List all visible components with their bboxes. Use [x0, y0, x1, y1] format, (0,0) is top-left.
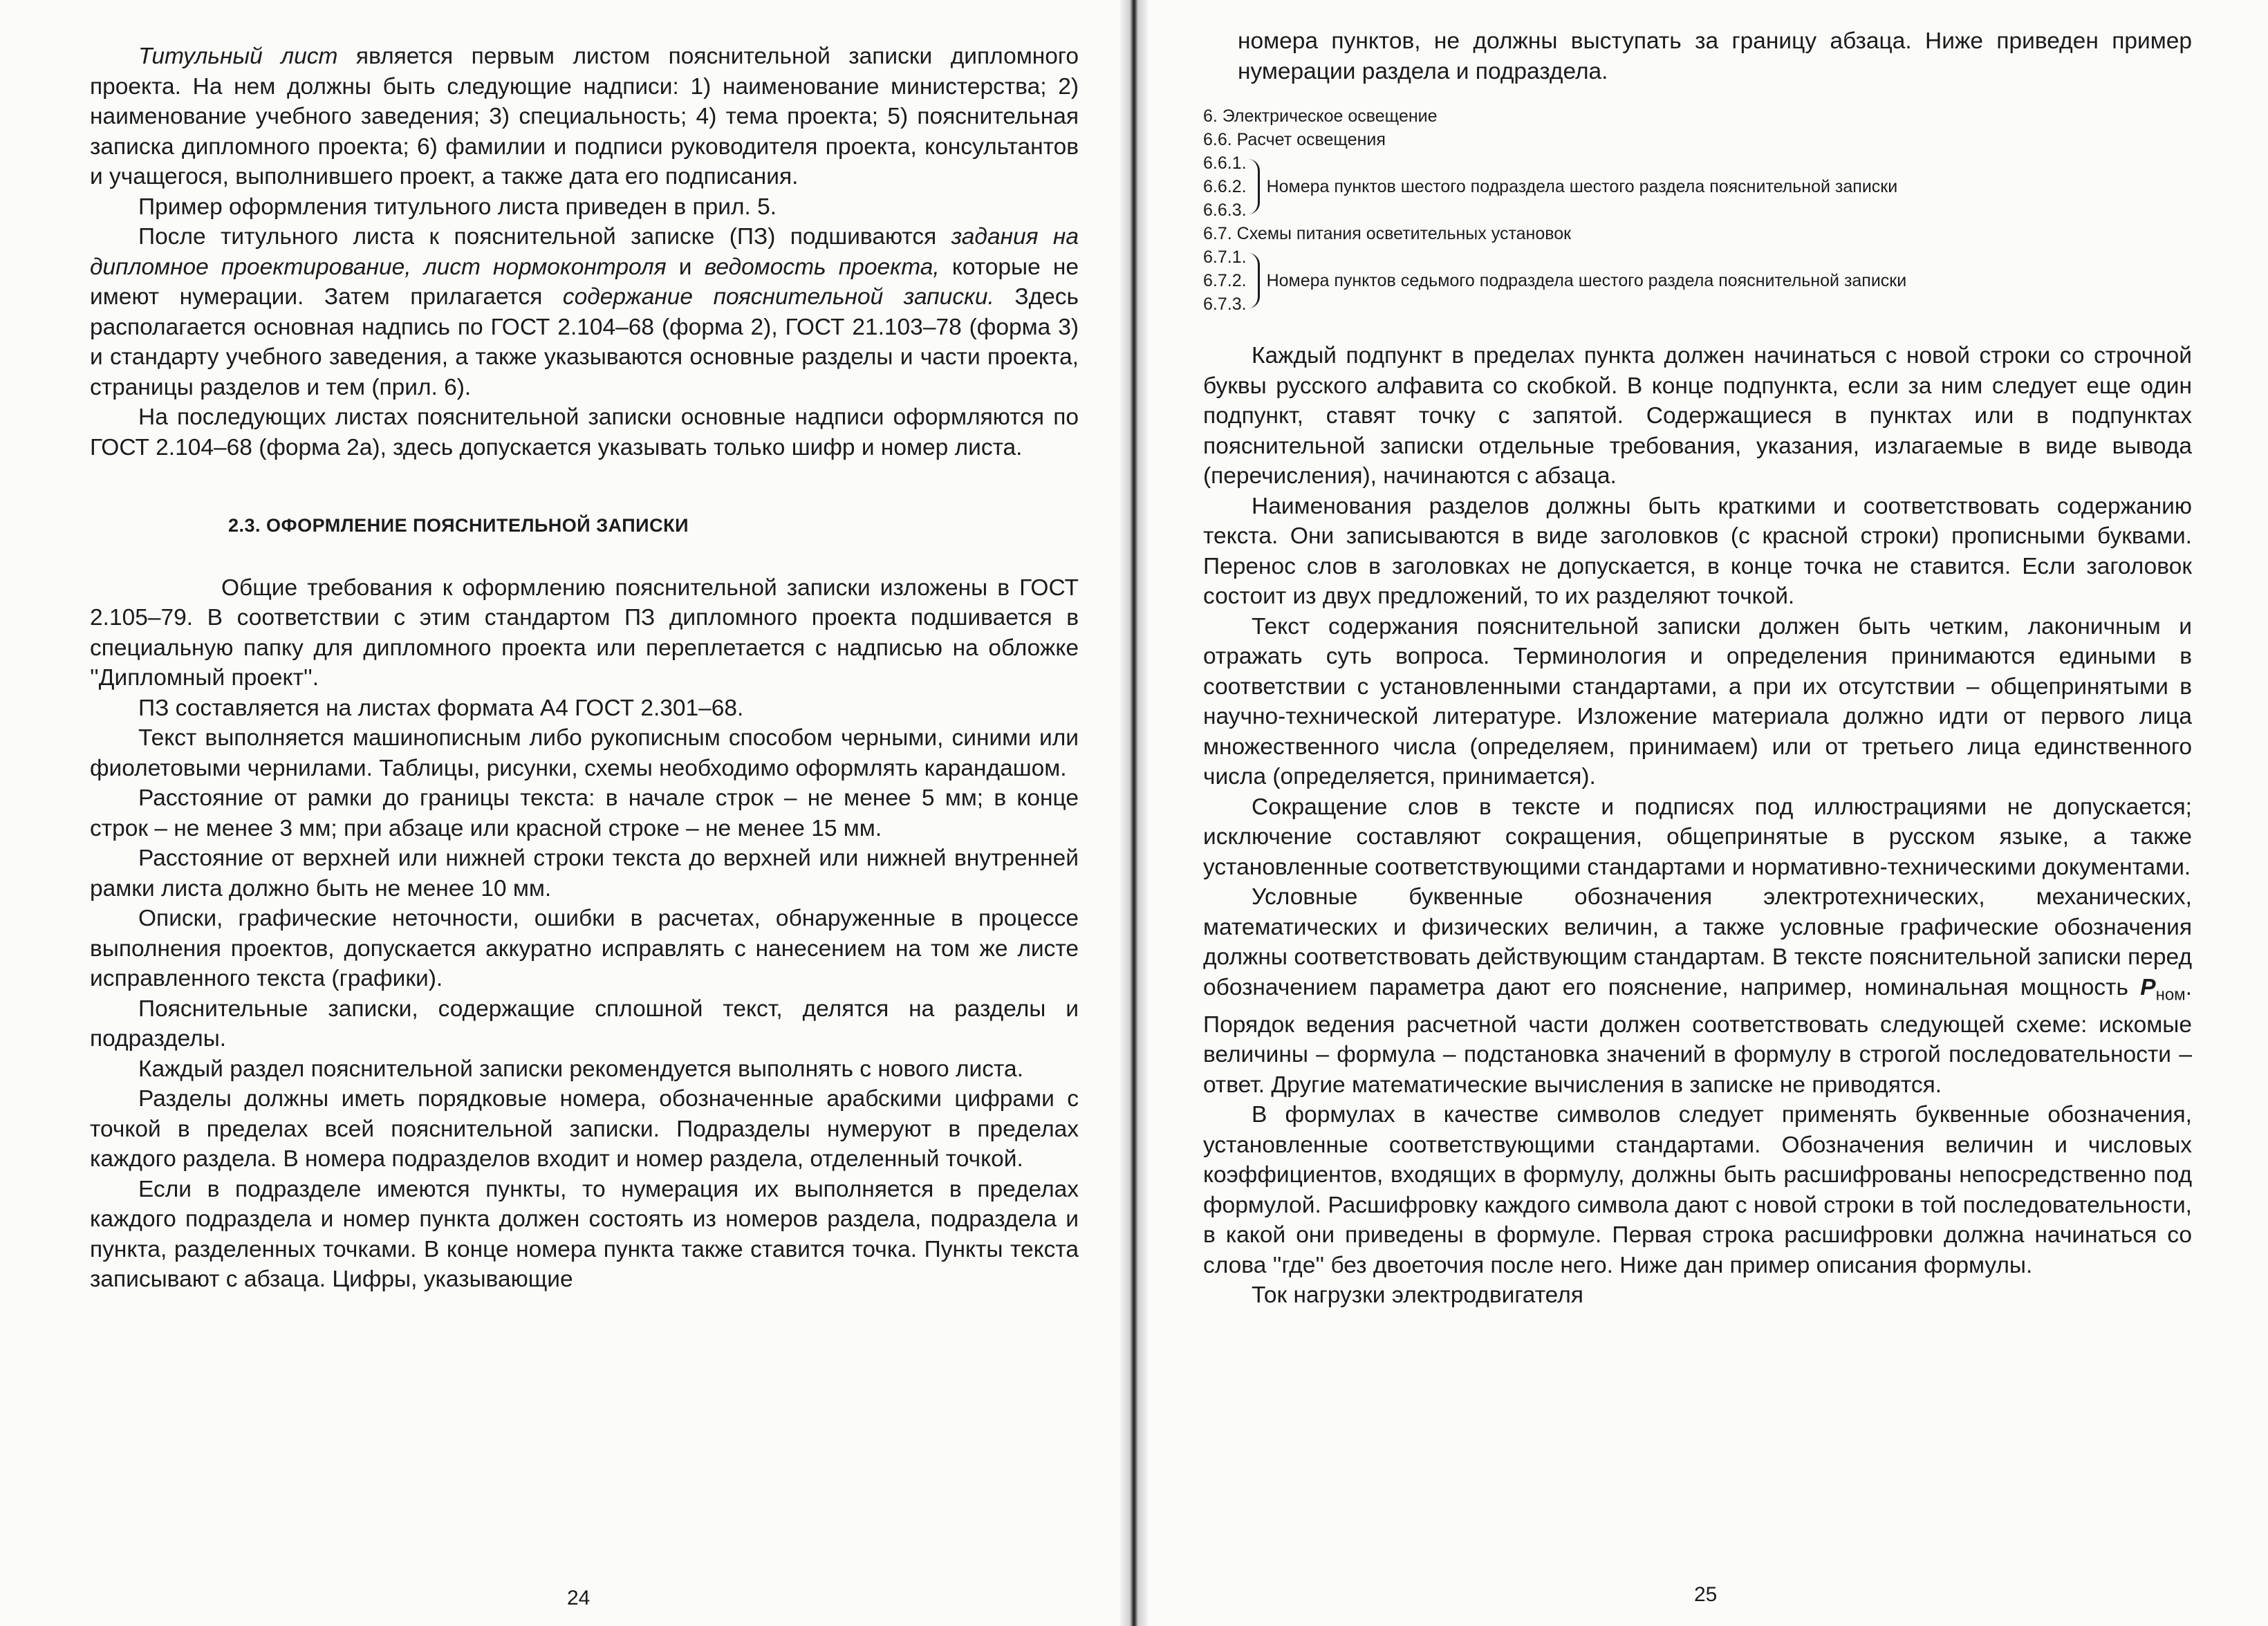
- numbering-example: [1203, 104, 2192, 316]
- paragraph-frame-distance: Расстояние от рамки до границы текста: в начале строк – не менее 5 мм; в конце строк – не менее 3 мм; при абзаце или красной строке – не менее 15 мм.: [90, 785, 1079, 841]
- brace-icon: [1248, 253, 1260, 308]
- paragraph-numbering-continued: номера пунктов, не должны выступать за границу абзаца. Ниже приведен пример нумерации раздела и подраздела.: [1238, 28, 2192, 84]
- paragraph-new-sheet: Каждый раздел пояснительной записки рекомендуется выполнять с нового листа.: [138, 1056, 1023, 1082]
- paragraph-numbering: Разделы должны иметь порядковые номера, обозначенные арабскими цифрами с точкой в пределах всей пояснительной записки. Подразделы нумеруют в пределах каждого раздела. В номера подразделов входит и номер раздела, отделенный точкой.: [90, 1086, 1079, 1172]
- paragraph-after-title-sheet: После титульного листа к пояснительной записке (ПЗ) подшиваются задания на дипломное проектирование, лист нормоконтроля и ведомость проекта, которые не имеют нумерации. Затем прилагается содержание пояснительной записки. Здесь располагается основная надпись по ГОСТ 2.104–68 (форма 2), ГОСТ 21.103–78 (форма 3) и стандарту учебного заведения, а также указываются основные разделы и части проекта, страницы разделов и тем (прил. 6).: [90, 224, 1079, 400]
- left-text-column: [90, 41, 1079, 1295]
- paragraph-top-bottom-distance: Расстояние от верхней или нижней строки текста до верхней или нижней внутренней рамки листа должно быть не менее 10 мм.: [90, 845, 1079, 901]
- example-subsection-line: 6.6. Расчет освещения: [1203, 130, 1386, 149]
- example-subsection-line-2: 6.7. Схемы питания осветительных установок: [1203, 224, 1572, 243]
- paragraph-subsequent-sheets: На последующих листах пояснительной записки основные надписи оформляются по ГОСТ 2.104–68 (форма 2а), здесь допускается указывать только шифр и номер листа.: [90, 404, 1079, 460]
- example-group-2: [1203, 245, 2192, 316]
- paragraph-sections: Пояснительные записки, содержащие сплошной текст, делятся на разделы и подразделы.: [90, 996, 1079, 1052]
- example-group-1-description: Номера пунктов шестого подраздела шестого раздела пояснительной записки: [1266, 177, 1898, 196]
- paragraph-abbreviations: Сокращение слов в тексте и подписях под иллюстрациями не допускается; исключение составляют сокращения, общепринятые в русском языке, а также установленные соответствующими стандартами и нормативно-техническими документами.: [1203, 794, 2192, 880]
- page-number-right: 25: [1694, 1583, 1718, 1606]
- paragraph-items: Если в подразделе имеются пункты, то нумерация их выполняется в пределах каждого подраздела и номер пункта должен состоять из номеров раздела, подраздела и пункта, разделенных точками. В конце номера пункта также ставится точка. Пункты текста записывают с абзаца. Цифры, указывающие: [90, 1176, 1079, 1292]
- example-group-2-numbers: 6.7.1. 6.7.2. 6.7.3.: [1203, 247, 1247, 314]
- paragraph-title-sheet: Титульный лист является первым листом пояснительной записки дипломного проекта. На нем должны быть следующие надписи: 1) наименование министерства; 2) наименование учебного заведения; 3) специальность; 4) тема проекта; 5) пояснительная записка дипломного проекта; 6) фамилии и подписи руководителя проекта, консультантов и учащегося, выполнившего проект, а также дата его подписания.: [90, 44, 1079, 189]
- paragraph-content-text: Текст содержания пояснительной записки должен быть четким, лаконичным и отражать суть вопроса. Терминология и определения принимаются едиными в соответствии с установленными стандартами, а при их отсутствии – общепринятыми в научно-технической литературе. Изложение материала должно идти от первого лица множественного числа (определяем, принимаем) или от третьего лица единственного числа (определяется, принимается).: [1203, 613, 2192, 789]
- right-page: [1148, 0, 2268, 1626]
- page-number-left: 24: [567, 1587, 591, 1609]
- paragraph-text-method: Текст выполняется машинописным либо рукописным способом черными, синими или фиолетовыми чернилами. Таблицы, рисунки, схемы необходимо оформлять карандашом.: [90, 725, 1079, 781]
- example-group-1: [1203, 151, 2192, 222]
- book-spine: [1120, 0, 1148, 1626]
- left-page: [0, 0, 1120, 1626]
- paragraph-subitems: Каждый подпункт в пределах пункта должен начинаться с новой строки со строчной буквы русского алфавита со скобкой. В конце подпункта, если за ним следует еще один подпункт, ставят точку с запятой. Содержащиеся в пунктах или в подпунктах пояснительной записки отдельные требования, указания, излагаемые в виде вывода (перечисления), начинаются с абзаца.: [1203, 343, 2192, 489]
- paragraph-symbols: Условные буквенные обозначения электротехнических, механических, математических и физических величин, а также условные графические обозначения должны соответствовать действующим стандартам. В тексте пояснительной записки перед обозначением параметра дают его пояснение, например, номинальная мощность $P_{ном}$. Порядок ведения расчетной части должен соответствовать следующей схеме: искомые величины – формула – подстановка значений в формулу в строгой последовательности – ответ. Другие математические вычисления в записке не приводятся.: [1203, 884, 2192, 1098]
- paragraph-corrections: Описки, графические неточности, ошибки в расчетах, обнаруженные в процессе выполнения проектов, допускается аккуратно исправлять с нанесением на том же листе исправленного текста (графики).: [90, 906, 1079, 991]
- paragraph-section-names: Наименования разделов должны быть краткими и соответствовать содержанию текста. Они записываются в виде заголовков (с красной строки) прописными буквами. Перенос слов в заголовках не допускается, в конце точка не ставится. Если заголовок состоит из двух предложений, то их разделяют точкой.: [1203, 493, 2192, 609]
- example-group-1-numbers: 6.6.1. 6.6.2. 6.6.3.: [1203, 153, 1247, 220]
- section-heading: 2.3. ОФОРМЛЕНИЕ ПОЯСНИТЕЛЬНОЙ ЗАПИСКИ: [228, 515, 689, 536]
- paragraph-general-requirements: Общие требования к оформлению пояснительной записки изложены в ГОСТ 2.105–79. В соответствии с этим стандартом ПЗ дипломного проекта подшивается в специальную папку для дипломного проекта или переплетается с надписью на обложке ''Дипломный проект''.: [90, 574, 1079, 691]
- power-subscript: ном: [2155, 985, 2186, 1004]
- brace-icon: [1248, 159, 1260, 214]
- example-group-2-description: Номера пунктов седьмого подраздела шестого раздела пояснительной записки: [1266, 271, 1907, 290]
- paragraph-formulas: В формулах в качестве символов следует применять буквенные обозначения, установленные соответствующими стандартами. Обозначения величин и числовых коэффициентов, входящих в формулу, должны быть расшифрованы непосредственно под формулой. Расшифровку каждого символа дают с новой строки в той последовательности, в какой они приведены в формуле. Первая строка расшифровки должна начинаться со слова ''где'' без двоеточия после него. Ниже дан пример описания формулы.: [1203, 1102, 2192, 1278]
- power-symbol: P: [2140, 974, 2156, 1000]
- paragraph-title-sheet-example: Пример оформления титульного листа приведен в прил. 5.: [138, 194, 777, 220]
- paragraph-motor-current: Ток нагрузки электродвигателя: [1252, 1282, 1583, 1309]
- paragraph-a4-format: ПЗ составляется на листах формата А4 ГОСТ 2.301–68.: [138, 695, 744, 721]
- example-section-line: 6. Электрическое освещение: [1203, 106, 1438, 126]
- right-text-column: [1203, 26, 2192, 1311]
- title-sheet-term: Титульный лист: [138, 44, 338, 69]
